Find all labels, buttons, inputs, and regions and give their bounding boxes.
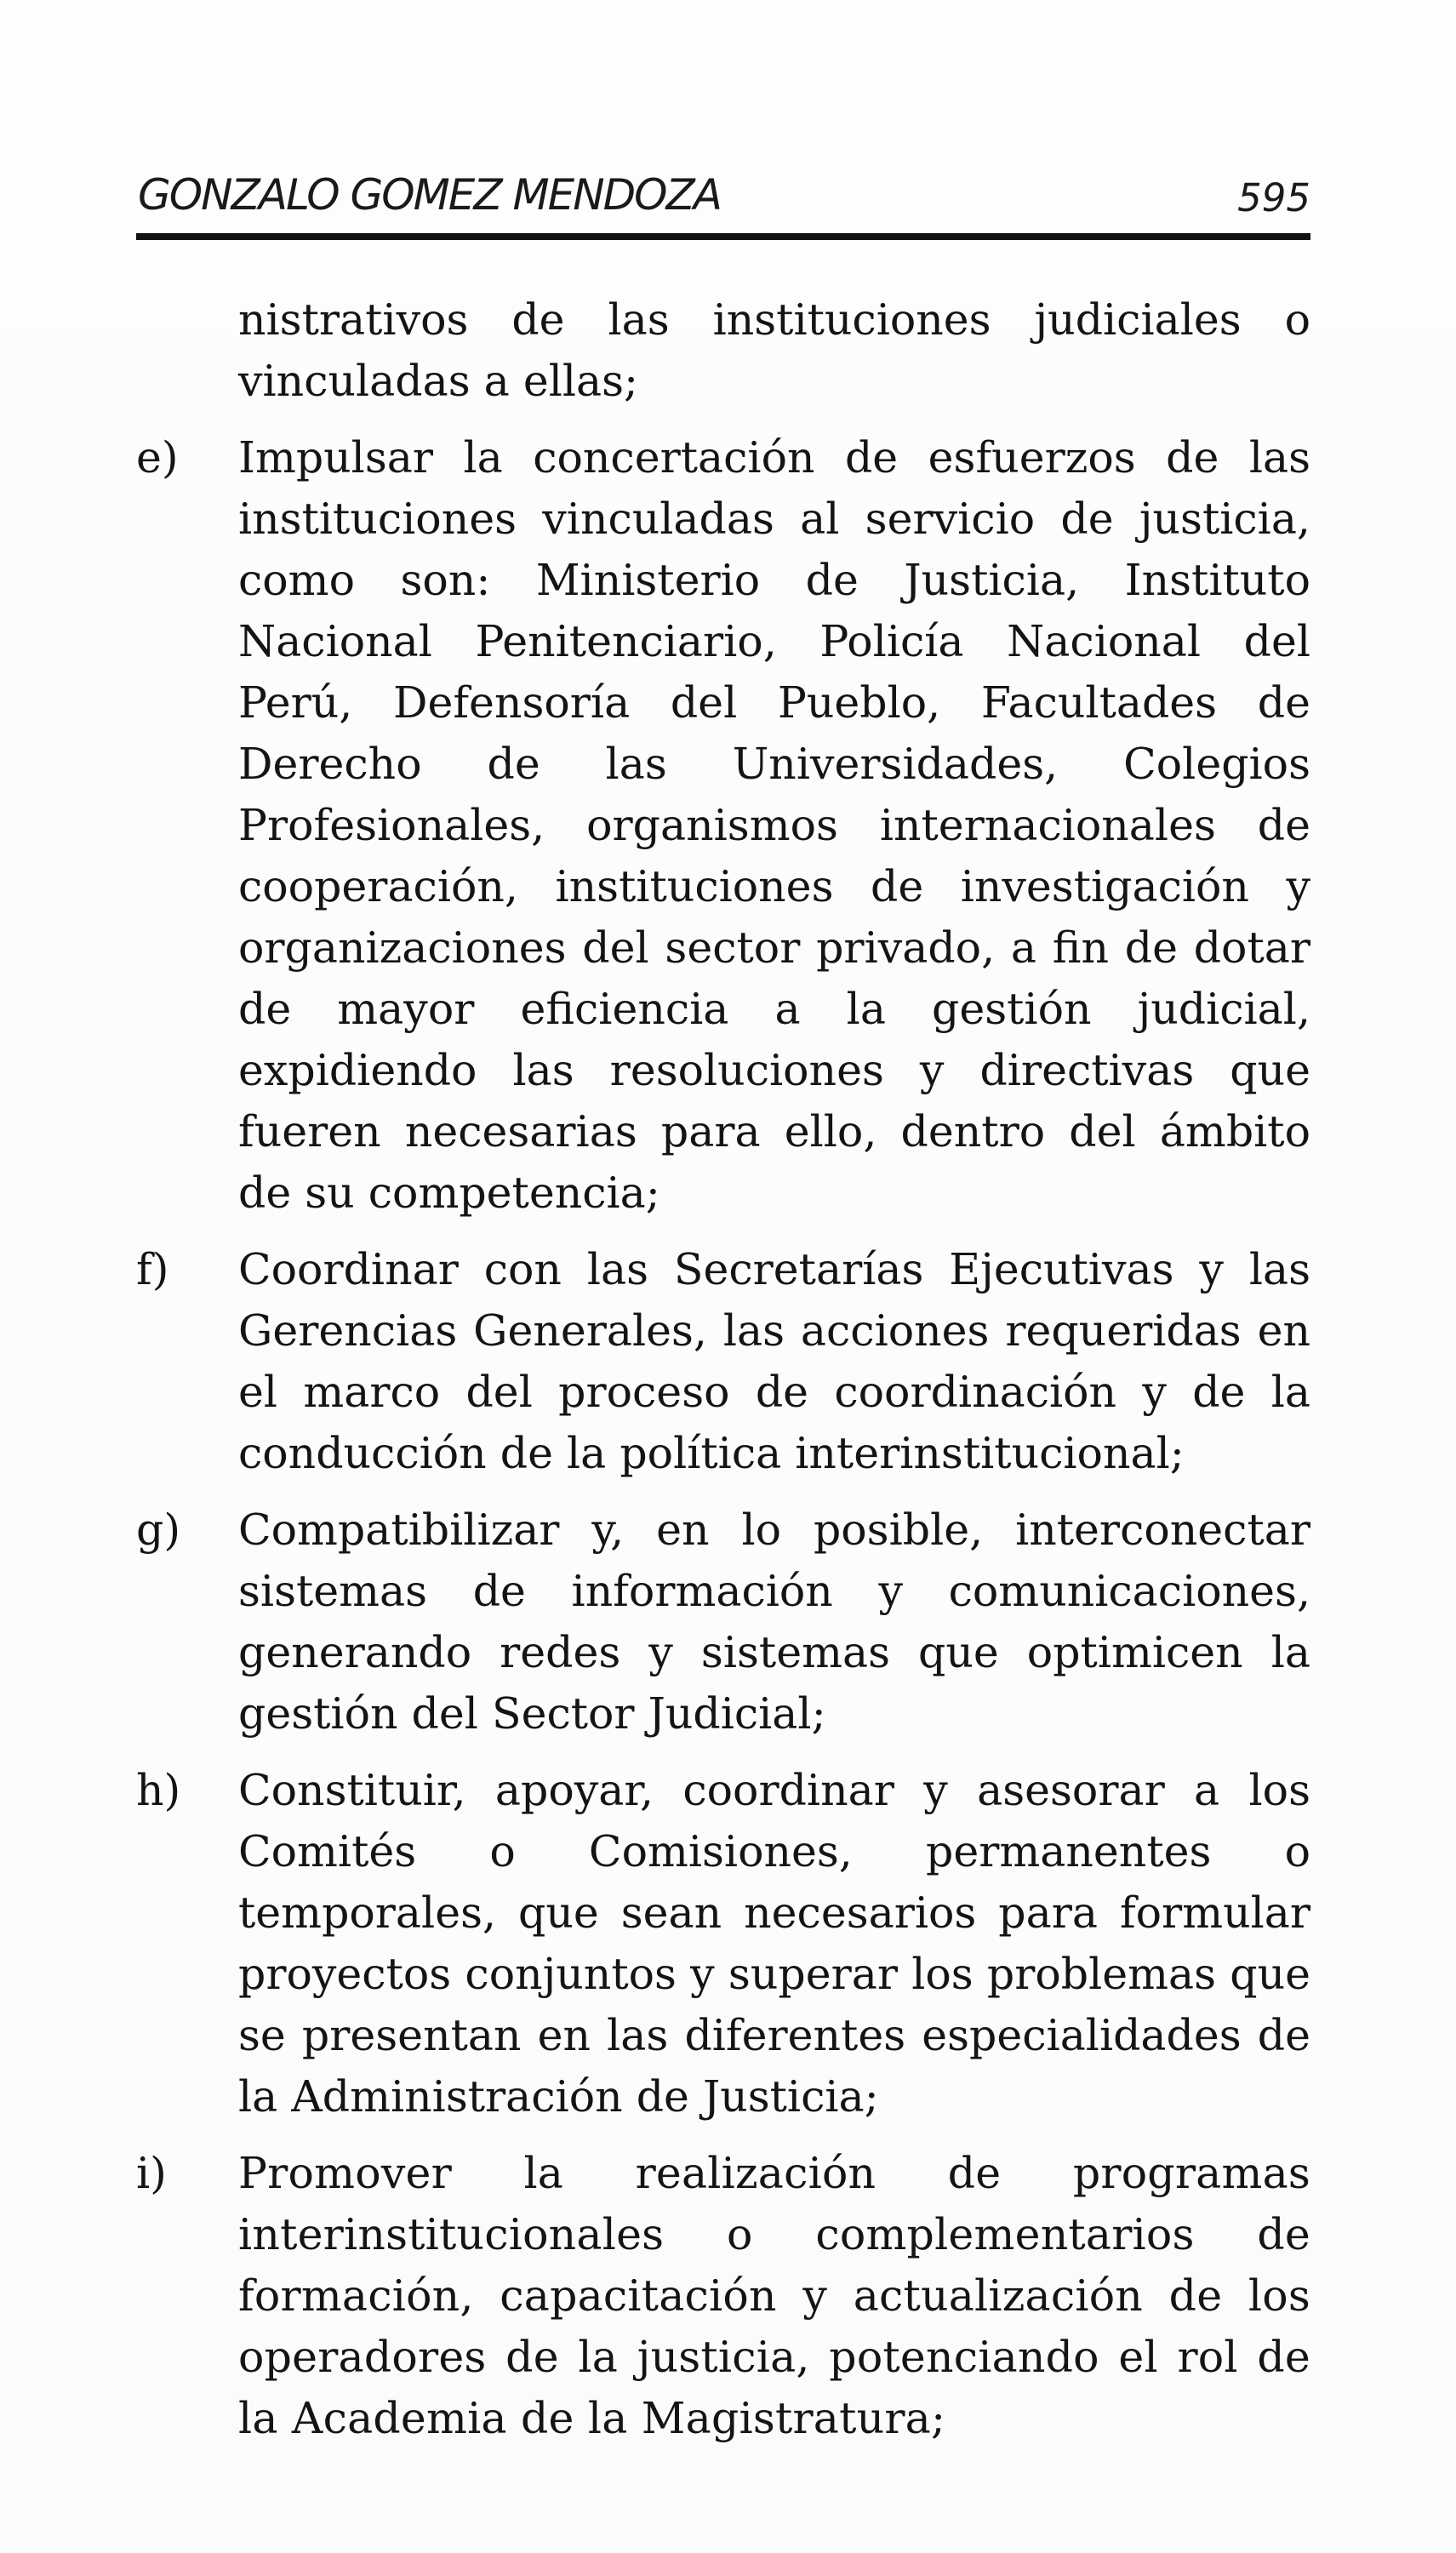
list-item-i <box>136 2143 1310 2449</box>
page-header <box>136 170 1310 230</box>
list-item-text: Compatibilizar y, en lo posible, interconectar sistemas de información y comunicaciones, generando redes y sistemas que optimicen la gestión del Sector Judicial; <box>238 1505 1310 1739</box>
list-item-g <box>136 1499 1310 1745</box>
list-item-h <box>136 1760 1310 2128</box>
header-rule <box>136 233 1310 240</box>
list-item-text: Promover la realización de programas interinstitucionales o complementarios de formación, capacitación y actualización de los operadores de la justicia, potenciando el rol de la Academia de la Magistratura; <box>238 2148 1310 2443</box>
list-item-f <box>136 1239 1310 1484</box>
list-marker: e) <box>136 432 179 483</box>
list-marker: f) <box>136 1244 169 1294</box>
list-item-e <box>136 427 1310 1224</box>
continuation-paragraph: nistrativos de las instituciones judiciales o vinculadas a ellas; <box>238 294 1310 406</box>
list-marker: h) <box>136 1765 181 1815</box>
list-item-text: Constituir, apoyar, coordinar y asesorar a los Comités o Comisiones, permanentes o temporales, que sean necesarios para formular proyectos conjuntos y superar los problemas que se presentan en las diferentes especialidades de la Administración de Justicia; <box>238 1765 1310 2122</box>
list-item-text: Coordinar con las Secretarías Ejecutivas y las Gerencias Generales, las acciones requeridas en el marco del proceso de coordinación y de la conducción de la política interinstitucional; <box>238 1244 1310 1478</box>
running-head: GONZALO GOMEZ MENDOZA <box>138 170 721 220</box>
body-text <box>136 289 1310 2449</box>
list-marker: i) <box>136 2148 167 2198</box>
page-number: 595 <box>1237 175 1310 220</box>
list-item-text: Impulsar la concertación de esfuerzos de las instituciones vinculadas al servicio de justicia, como son: Ministerio de Justicia, Instituto Nacional Penitenciario, Policía Nacional del Perú, Defensoría del Pueblo, Facultades de Derecho de las Universidades, Colegios Profesionales, organismos internacionales de cooperación, instituciones de investigación y organizaciones del sector privado, a fin de dotar de mayor eficiencia a la gestión judicial, expidiendo las resoluciones y directivas que fueren necesarias para ello, dentro del ámbito de su competencia; <box>238 432 1310 1218</box>
list-marker: g) <box>136 1505 181 1555</box>
